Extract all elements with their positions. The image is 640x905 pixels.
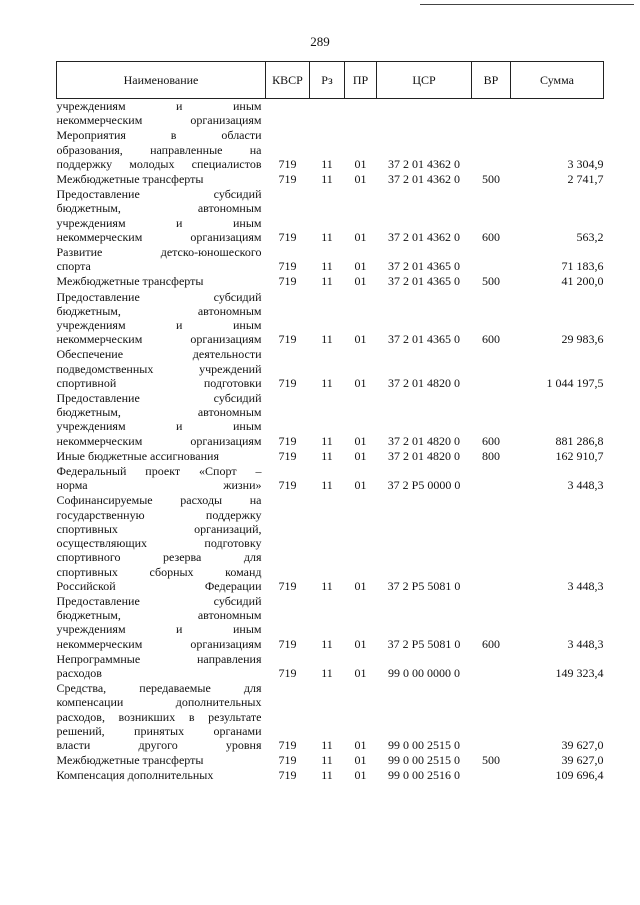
row-pr: 01	[354, 753, 367, 768]
row-sum: 41 200,0	[561, 274, 604, 289]
row-kvsr: 719	[278, 274, 297, 289]
row-csr: 99 0 00 2515 0	[388, 737, 460, 752]
row-csr: 99 0 00 2515 0	[388, 753, 460, 768]
row-name	[57, 186, 266, 244]
row-rz: 11	[321, 478, 333, 493]
table-row	[57, 186, 604, 244]
row-name-line: некоммерческим организациям	[56, 229, 262, 244]
header-rz: Рз	[310, 62, 345, 99]
table-row	[57, 273, 604, 288]
row-name-line: Предоставление субсидий	[56, 391, 262, 406]
row-kvsr: 719	[278, 448, 297, 463]
row-pr: 01	[354, 578, 367, 593]
row-name-line: норма жизни»	[56, 478, 262, 493]
row-pr: 01	[354, 737, 367, 752]
row-csr: 99 0 00 2516 0	[388, 768, 460, 783]
row-kvsr: 719	[278, 172, 297, 187]
header-pr: ПР	[345, 62, 377, 99]
row-rz: 11	[321, 753, 333, 768]
row-kvsr: 719	[278, 636, 297, 651]
row-name	[57, 752, 266, 767]
row-sum: 3 448,3	[567, 578, 604, 593]
row-vr	[472, 767, 511, 782]
row-name-line: Мероприятия в области	[56, 128, 262, 143]
row-name-line: решений, принятых органами	[56, 723, 262, 738]
row-name-line: спортивных сборных команд	[56, 564, 262, 579]
row-vr: 500	[482, 172, 500, 187]
row-name-line: Развитие детско-юношеского	[56, 245, 262, 260]
row-sum: 1 044 197,5	[546, 375, 604, 390]
row-name-line: Российской Федерации	[56, 578, 262, 593]
row-kvsr: 719	[278, 375, 297, 390]
row-rz: 11	[321, 375, 333, 390]
row-csr: 37 2 01 4820 0	[388, 433, 460, 448]
row-name-line: учреждениям и иным	[56, 99, 262, 113]
row-sum: 39 627,0	[561, 753, 604, 768]
row-name-line: осуществляющих подготовку	[56, 536, 262, 551]
row-name-line: бюджетным, автономным	[56, 405, 262, 420]
table-row	[57, 346, 604, 390]
row-rz: 11	[321, 737, 333, 752]
row-kvsr: 719	[278, 578, 297, 593]
row-name-line: Непрограммные направления	[56, 651, 262, 666]
row-vr	[472, 127, 511, 171]
row-pr	[345, 99, 377, 128]
row-sum: 29 983,6	[561, 332, 604, 347]
row-pr: 01	[354, 433, 367, 448]
table-row	[57, 244, 604, 273]
row-vr	[472, 244, 511, 273]
row-kvsr: 719	[278, 156, 297, 171]
header-csr: ЦСР	[377, 62, 472, 99]
row-csr	[377, 99, 472, 128]
row-pr: 01	[354, 274, 367, 289]
row-sum: 2 741,7	[567, 172, 604, 187]
row-name-line: подведомственных учреждений	[56, 361, 262, 376]
row-rz: 11	[321, 332, 333, 347]
row-rz: 11	[321, 636, 333, 651]
row-vr	[472, 680, 511, 752]
row-csr: 37 2 01 4365 0	[388, 259, 460, 274]
row-csr: 37 2 01 4365 0	[388, 332, 460, 347]
row-name-line: расходов, возникших в результате	[56, 709, 262, 724]
row-name	[57, 289, 266, 347]
row-name-line: Компенсация дополнительных	[56, 768, 214, 783]
row-sum: 39 627,0	[561, 737, 604, 752]
row-rz: 11	[321, 448, 333, 463]
row-kvsr: 719	[278, 768, 297, 783]
row-name-line: спорта	[56, 259, 91, 274]
row-sum: 109 696,4	[555, 768, 604, 783]
row-rz: 11	[321, 768, 333, 783]
table-row	[57, 593, 604, 651]
row-name	[57, 273, 266, 288]
row-name-line: учреждениям и иным	[56, 215, 262, 230]
row-rz	[310, 99, 345, 128]
row-name-line: Иные бюджетные ассигнования	[56, 448, 219, 463]
row-name	[57, 99, 266, 128]
row-sum: 3 448,3	[567, 478, 604, 493]
row-name-line: образования, направленные на	[56, 142, 262, 157]
row-pr: 01	[354, 375, 367, 390]
row-name-line: бюджетным, автономным	[56, 608, 262, 623]
table-row	[57, 752, 604, 767]
budget-table	[56, 61, 604, 783]
row-name-line: спортивной подготовки	[56, 375, 262, 390]
row-rz: 11	[321, 665, 333, 680]
row-name	[57, 390, 266, 448]
row-kvsr: 719	[278, 332, 297, 347]
row-name	[57, 463, 266, 492]
header-vr: ВР	[472, 62, 511, 99]
row-name-line: Предоставление субсидий	[56, 187, 262, 202]
row-pr: 01	[354, 478, 367, 493]
row-name	[57, 492, 266, 592]
row-rz: 11	[321, 433, 333, 448]
row-kvsr: 719	[278, 478, 297, 493]
row-vr: 500	[482, 274, 500, 289]
row-name	[57, 767, 266, 782]
row-rz: 11	[321, 156, 333, 171]
row-name	[57, 593, 266, 651]
row-csr: 37 2 P5 5081 0	[387, 578, 461, 593]
row-vr	[472, 492, 511, 592]
row-vr	[472, 99, 511, 128]
row-name-line: бюджетным, автономным	[56, 201, 262, 216]
row-kvsr: 719	[278, 737, 297, 752]
row-name-line: бюджетным, автономным	[56, 303, 262, 318]
table-row	[57, 448, 604, 463]
table-row	[57, 463, 604, 492]
row-name-line: Межбюджетные трансферты	[56, 172, 204, 187]
row-name-line: поддержку молодых специалистов	[56, 156, 262, 171]
row-name	[57, 346, 266, 390]
row-sum: 563,2	[576, 229, 604, 244]
row-vr	[472, 651, 511, 680]
table-row	[57, 289, 604, 347]
row-kvsr: 719	[278, 753, 297, 768]
table-row	[57, 680, 604, 752]
row-pr: 01	[354, 332, 367, 347]
row-name-line: власти другого уровня	[56, 737, 262, 752]
row-csr: 37 2 P5 5081 0	[387, 636, 461, 651]
row-kvsr	[266, 99, 310, 128]
row-vr	[472, 346, 511, 390]
row-name-line: Межбюджетные трансферты	[56, 274, 204, 289]
row-kvsr: 719	[278, 665, 297, 680]
row-pr: 01	[354, 259, 367, 274]
row-name-line: Обеспечение деятельности	[56, 347, 262, 362]
row-name	[57, 651, 266, 680]
row-name-line: учреждениям и иным	[56, 318, 262, 333]
row-csr: 37 2 01 4365 0	[388, 274, 460, 289]
row-vr: 800	[482, 448, 500, 463]
row-name	[57, 171, 266, 186]
table-row	[57, 651, 604, 680]
row-rz: 11	[321, 229, 333, 244]
row-csr: 37 2 01 4820 0	[388, 448, 460, 463]
row-sum: 881 286,8	[555, 433, 604, 448]
row-name-line: некоммерческим организациям	[56, 433, 262, 448]
row-name	[57, 680, 266, 752]
row-name-line: спортивных организаций,	[56, 521, 262, 536]
row-csr: 99 0 00 0000 0	[388, 665, 460, 680]
row-kvsr: 719	[278, 229, 297, 244]
row-rz: 11	[321, 274, 333, 289]
row-vr: 600	[482, 433, 500, 448]
row-sum: 162 910,7	[555, 448, 604, 463]
table-row	[57, 390, 604, 448]
table-row	[57, 767, 604, 782]
table-row	[57, 127, 604, 171]
row-vr: 600	[482, 636, 500, 651]
row-name-line: учреждениям и иным	[56, 622, 262, 637]
row-rz: 11	[321, 578, 333, 593]
row-vr: 500	[482, 753, 500, 768]
row-name-line: Федеральный проект «Спорт –	[56, 464, 262, 479]
row-name-line: Предоставление субсидий	[56, 593, 262, 608]
row-name-line: расходов	[56, 665, 102, 680]
row-kvsr: 719	[278, 259, 297, 274]
row-name-line: спортивного резерва для	[56, 550, 262, 565]
row-name-line: компенсации дополнительных	[56, 695, 262, 710]
row-kvsr: 719	[278, 433, 297, 448]
row-csr: 37 2 01 4362 0	[388, 172, 460, 187]
table-row	[57, 171, 604, 186]
table-row	[57, 99, 604, 128]
header-row	[57, 62, 604, 99]
row-pr: 01	[354, 229, 367, 244]
row-pr: 01	[354, 665, 367, 680]
row-name-line: Средства, передаваемые для	[56, 681, 262, 696]
row-name-line: некоммерческим организациям	[56, 636, 262, 651]
row-pr: 01	[354, 156, 367, 171]
row-name-line: учреждениям и иным	[56, 419, 262, 434]
row-sum: 71 183,6	[561, 259, 604, 274]
row-pr: 01	[354, 172, 367, 187]
row-vr: 600	[482, 229, 500, 244]
table-body	[57, 99, 604, 783]
row-name-line: государственную поддержку	[56, 507, 262, 522]
header-kvsr: КВСР	[266, 62, 310, 99]
row-sum: 149 323,4	[555, 665, 604, 680]
row-vr	[472, 463, 511, 492]
table-row	[57, 492, 604, 592]
row-csr: 37 2 01 4820 0	[388, 375, 460, 390]
row-csr: 37 2 P5 0000 0	[387, 478, 461, 493]
row-sum: 3 448,3	[567, 636, 604, 651]
row-name	[57, 448, 266, 463]
row-pr: 01	[354, 448, 367, 463]
page-number: 289	[310, 34, 330, 49]
row-pr: 01	[354, 636, 367, 651]
row-vr: 600	[482, 332, 500, 347]
row-rz: 11	[321, 259, 333, 274]
row-name-line: некоммерческим организациям	[56, 113, 262, 128]
row-name-line: некоммерческим организациям	[56, 332, 262, 347]
row-name-line: Софинансируемые расходы на	[56, 493, 262, 508]
row-name	[57, 127, 266, 171]
row-sum: 3 304,9	[567, 156, 604, 171]
row-csr: 37 2 01 4362 0	[388, 156, 460, 171]
header-sum: Сумма	[511, 62, 604, 99]
row-csr: 37 2 01 4362 0	[388, 229, 460, 244]
row-rz: 11	[321, 172, 333, 187]
top-rule	[420, 4, 634, 5]
header-name: Наименование	[57, 62, 266, 99]
row-name	[57, 244, 266, 273]
row-pr: 01	[354, 768, 367, 783]
row-name-line: Предоставление субсидий	[56, 289, 262, 304]
row-sum	[511, 99, 604, 128]
row-name-line: Межбюджетные трансферты	[56, 753, 204, 768]
